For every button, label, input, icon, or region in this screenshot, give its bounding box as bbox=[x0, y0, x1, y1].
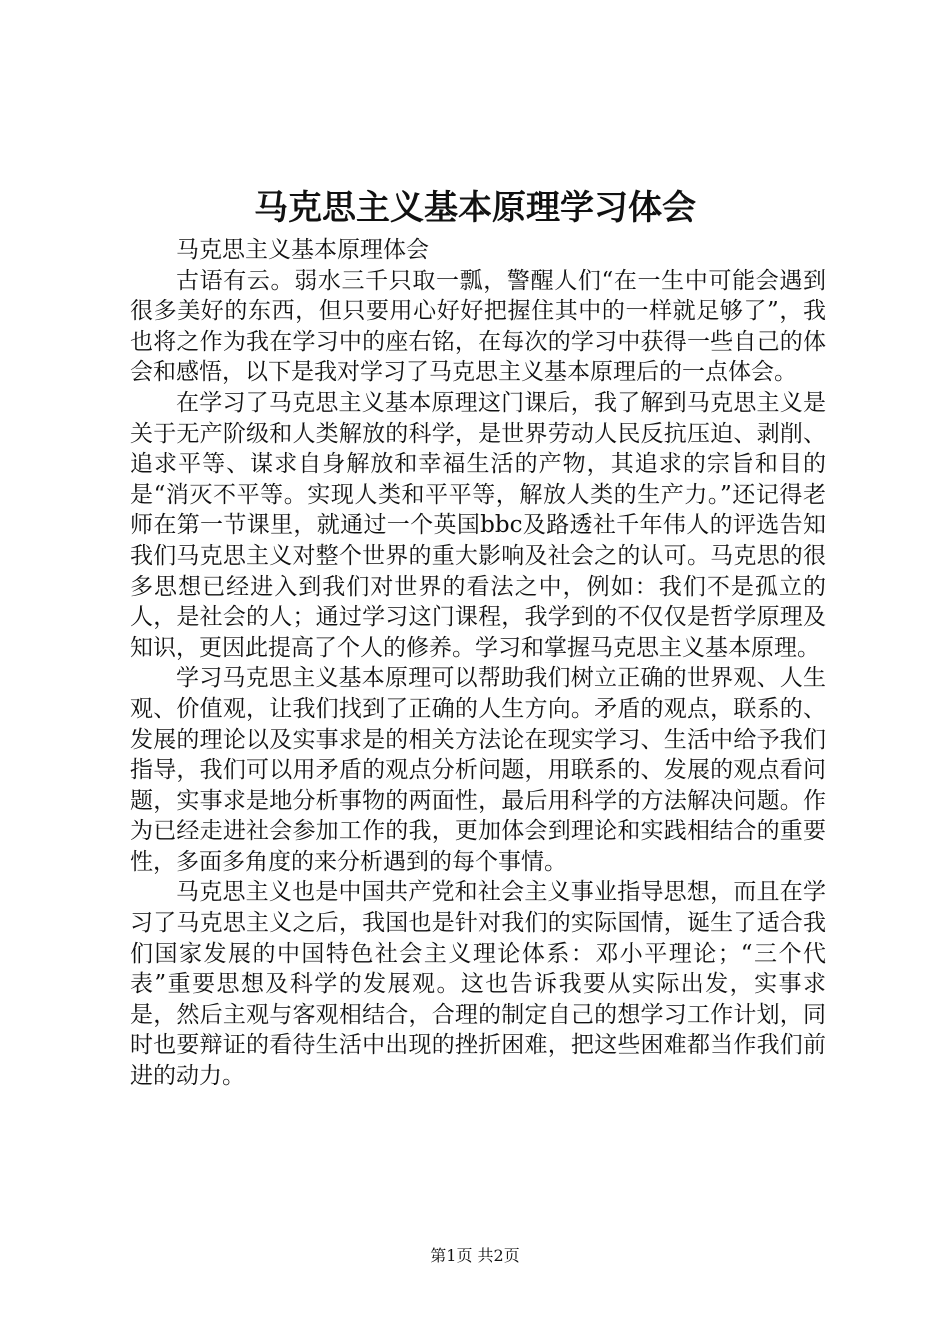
paragraph-3: 学习马克思主义基本原理可以帮助我们树立正确的世界观、人生观、价值观，让我们找到了正确的人生方向。矛盾的观点，联系的、发展的理论以及实事求是的相关方法论在现实学习、生活中给予我们指导，我们可以用矛盾的观点分析问题，用联系的、发展的观点看问题，实事求是地分析事物的两面性，最后用科学的方法解决问题。作为已经走进社会参加工作的我，更加体会到理论和实践相结合的重要性，多面多角度的来分析遇到的每个事情。 bbox=[130, 665, 826, 875]
paragraph-4: 马克思主义也是中国共产党和社会主义事业指导思想，而且在学习了马克思主义之后，我国也是针对我们的实际国情，诞生了适合我们国家发展的中国特色社会主义理论体系：邓小平理论；“三个代表”重要思想及科学的发展观。这也告诉我要从实际出发，实事求是，然后主观与客观相结合，合理的制定自己的想学习工作计划，同时也要辩证的看待生活中出现的挫折困难，把这些困难都当作我们前进的动力。 bbox=[130, 879, 826, 1090]
document-body bbox=[130, 235, 826, 1092]
paragraph-1: 古语有云。弱水三千只取一瓢，警醒人们“在一生中可能会遇到很多美好的东西，但只要用心好好把握住其中的一样就足够了”，我也将之作为我在学习中的座右铭，在每次的学习中获得一些自己的体会和感悟，以下是我对学习了马克思主义基本原理后的一点体会。 bbox=[130, 267, 826, 386]
document-title: 马克思主义基本原理学习体会 bbox=[254, 188, 696, 228]
paragraph-subtitle: 马克思主义基本原理体会 bbox=[176, 237, 429, 263]
page-number-footer: 第1页 共2页 bbox=[430, 1246, 520, 1265]
paragraph-2: 在学习了马克思主义基本原理这门课后，我了解到马克思主义是关于无产阶级和人类解放的科学，是世界劳动人民反抗压迫、剥削、追求平等、谋求自身解放和幸福生活的产物，其追求的宗旨和目的是“消灭不平等。实现人类和平平等，解放人类的生产力。”还记得老师在第一节课里，就通过一个英国bbc及路透社千年伟人的评选告知我们马克思主义对整个世界的重大影响及社会之的认可。马克思的很多思想已经进入到我们对世界的看法之中，例如：我们不是孤立的人，是社会的人；通过学习这门课程，我学到的不仅仅是哲学原理及知识，更因此提高了个人的修养。学习和掌握马克思主义基本原理。 bbox=[130, 389, 826, 661]
